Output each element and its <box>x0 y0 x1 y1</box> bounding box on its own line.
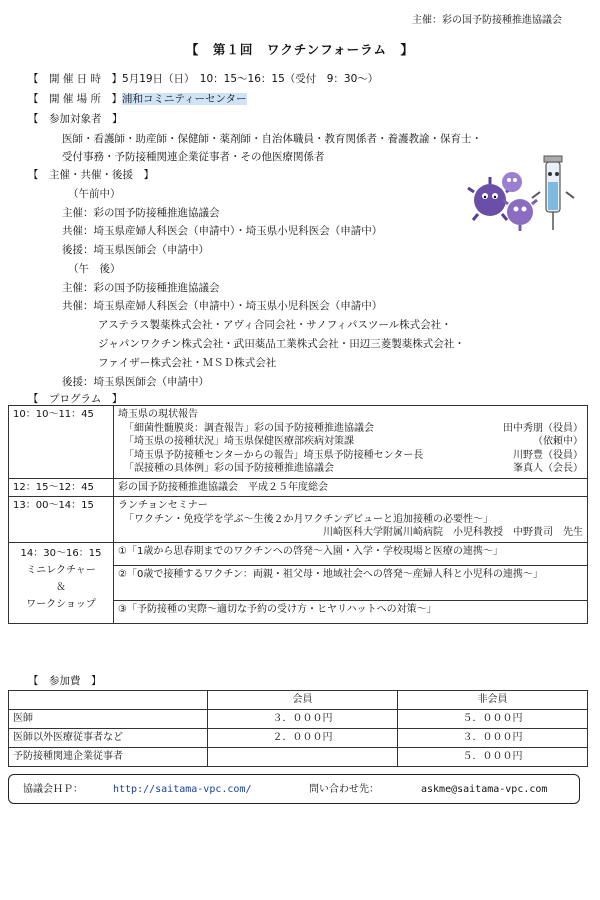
cosponsor-companies-2: ジャパンワクチン株式会社・武田薬品工業株式会社・田辺三菱製薬株式会社・ <box>98 338 465 350</box>
workshop-title-1: ミニレクチャー <box>26 564 96 576</box>
program-content <box>114 406 588 479</box>
organizer-header: 主催：彩の国予防接種推進協議会 <box>412 15 562 26</box>
program-time: 12：15～12：45 <box>9 478 114 497</box>
vaccine-illustration <box>460 152 580 242</box>
datetime-label: 【 開 催 日 時 】 <box>28 73 123 85</box>
program-label: 【 プログラム 】 <box>28 393 123 405</box>
venue-row <box>28 92 247 106</box>
cosponsor-companies-1: アステラス製薬株式会社・アヴィ合同会社・サノフィパスツール株式会社・ <box>98 319 452 331</box>
program-table <box>8 405 588 624</box>
program-item-speaker: 川野豊（役員） <box>513 449 583 461</box>
program-heading: ランチョンセミナー <box>118 500 208 511</box>
afternoon-heading: （午 後） <box>68 263 121 275</box>
morning-cosponsor: 共催：埼玉県産婦人科医会（申請中）・埼玉県小児科医会（申請中） <box>62 225 383 237</box>
workshop-title-3: ワークショップ <box>26 598 96 610</box>
table-row <box>9 497 588 543</box>
fee-category: 医師以外医療従事者など <box>9 729 208 748</box>
program-item-speaker: （依頼中） <box>533 436 583 447</box>
program-item <box>118 449 583 463</box>
sponsors-label: 【 主催・共催・後援 】 <box>28 169 154 181</box>
contact-label: 問い合わせ先： <box>309 784 379 795</box>
fee-nonmember: ５．０００円 <box>398 710 588 729</box>
syringe-icon <box>532 156 574 230</box>
morning-organizer: 主催：彩の国予防接種推進協議会 <box>62 207 220 219</box>
virus-icon <box>468 172 537 231</box>
workshop-time: 14：30～16：15 <box>20 547 102 559</box>
fee-member <box>208 748 398 767</box>
fee-member: ３．０００円 <box>208 710 398 729</box>
fee-table <box>8 690 588 767</box>
fee-member: ２．０００円 <box>208 729 398 748</box>
program-time: 10：10～11：45 <box>9 406 114 479</box>
afternoon-cosponsor: 共催：埼玉県産婦人科医会（申請中）・埼玉県小児科医会（申請中） <box>62 300 383 312</box>
program-item-speaker: 田中秀朋（役員） <box>503 422 583 434</box>
program-time: 13：00～14：15 <box>9 497 114 543</box>
seminar-speaker: 川崎医科大学附属川崎病院 小児科教授 中野貴司 先生 <box>323 527 583 538</box>
afternoon-support: 後援：埼玉県医師会（申請中） <box>62 376 209 388</box>
table-row <box>9 748 588 767</box>
workshop-item-1: ①「1歳から思春期までのワクチンへの啓発～入園・入学・学校現場と医療の連携～」 <box>114 542 588 565</box>
fee-header-member: 会員 <box>208 691 398 710</box>
fee-category: 医師 <box>9 710 208 729</box>
program-item-speaker: 峯真人（会長） <box>513 463 583 474</box>
datetime-row <box>28 72 378 86</box>
fee-nonmember: ３．０００円 <box>398 729 588 748</box>
page-title: 【 第１回 ワクチンフォーラム 】 <box>185 42 415 57</box>
audience-line-1: 医師・看護師・助産師・保健師・薬剤師・自治体職員・教育関係者・養護教諭・保育士・ <box>62 133 482 145</box>
program-item <box>118 462 583 476</box>
contact-email-link[interactable]: askme@saitama-vpc.com <box>421 784 548 795</box>
program-item-title: 「誤接種の具体例」彩の国予防接種推進協議会 <box>124 463 334 474</box>
workshop-cell <box>9 542 114 623</box>
venue-label: 【 開 催 場 所 】 <box>28 93 123 105</box>
program-item <box>118 435 583 449</box>
contact-footer <box>8 774 580 804</box>
program-item-title: 「細菌性髄膜炎：調査報告」彩の国予防接種推進協議会 <box>124 422 374 434</box>
workshop-item-3: ③「予防接種の実際～適切な予約の受け方・ヒヤリハットへの対策～」 <box>114 600 588 623</box>
fee-category: 予防接種関連企業従事者 <box>9 748 208 767</box>
program-content <box>114 497 588 543</box>
morning-support: 後援：埼玉県医師会（申請中） <box>62 244 209 256</box>
table-row <box>9 406 588 479</box>
table-row <box>9 542 588 565</box>
venue-value: 浦和コミニティーセンター <box>122 93 247 105</box>
program-item-title: 「埼玉県の接種状況」埼玉県保健医療部疾病対策課 <box>124 436 354 447</box>
fee-header-blank <box>9 691 208 710</box>
table-row <box>9 478 588 497</box>
table-row <box>9 710 588 729</box>
seminar-title: 「ワクチン・免疫学を学ぶ～生後２か月ワクチンデビューと追加接種の必要性～」 <box>124 513 493 525</box>
fee-nonmember: ５．０００円 <box>398 748 588 767</box>
fee-label: 【 参加費 】 <box>28 675 102 687</box>
datetime-value: 5月19日（日） 10：15～16：15（受付 9：30～） <box>122 73 379 85</box>
morning-heading: （午前中） <box>68 188 121 200</box>
afternoon-organizer: 主催：彩の国予防接種推進協議会 <box>62 282 220 294</box>
workshop-title-2: ＆ <box>56 581 66 593</box>
program-heading: 彩の国予防接種推進協議会 平成２５年度総会 <box>114 478 588 497</box>
audience-label: 【 参加対象者 】 <box>28 113 123 125</box>
hp-label: 協議会ＨＰ： <box>23 784 83 795</box>
table-header-row <box>9 691 588 710</box>
program-heading: 埼玉県の現状報告 <box>118 409 198 420</box>
fee-header-nonmember: 非会員 <box>398 691 588 710</box>
audience-line-2: 受付事務・予防接種関連企業従事者・その他医療関係者 <box>62 151 325 163</box>
program-item <box>118 422 583 436</box>
table-row <box>9 729 588 748</box>
cosponsor-companies-3: ファイザー株式会社・ＭＳＤ株式会社 <box>98 357 277 369</box>
program-item-title: 「埼玉県予防接種センターからの報告」埼玉県予防接種センター長 <box>124 449 424 461</box>
workshop-item-2: ②「0歳で接種するワクチン：両親・祖父母・地域社会への啓発～産婦人科と小児科の連携～」 <box>114 565 588 600</box>
hp-link[interactable]: http://saitama-vpc.com/ <box>113 784 252 795</box>
